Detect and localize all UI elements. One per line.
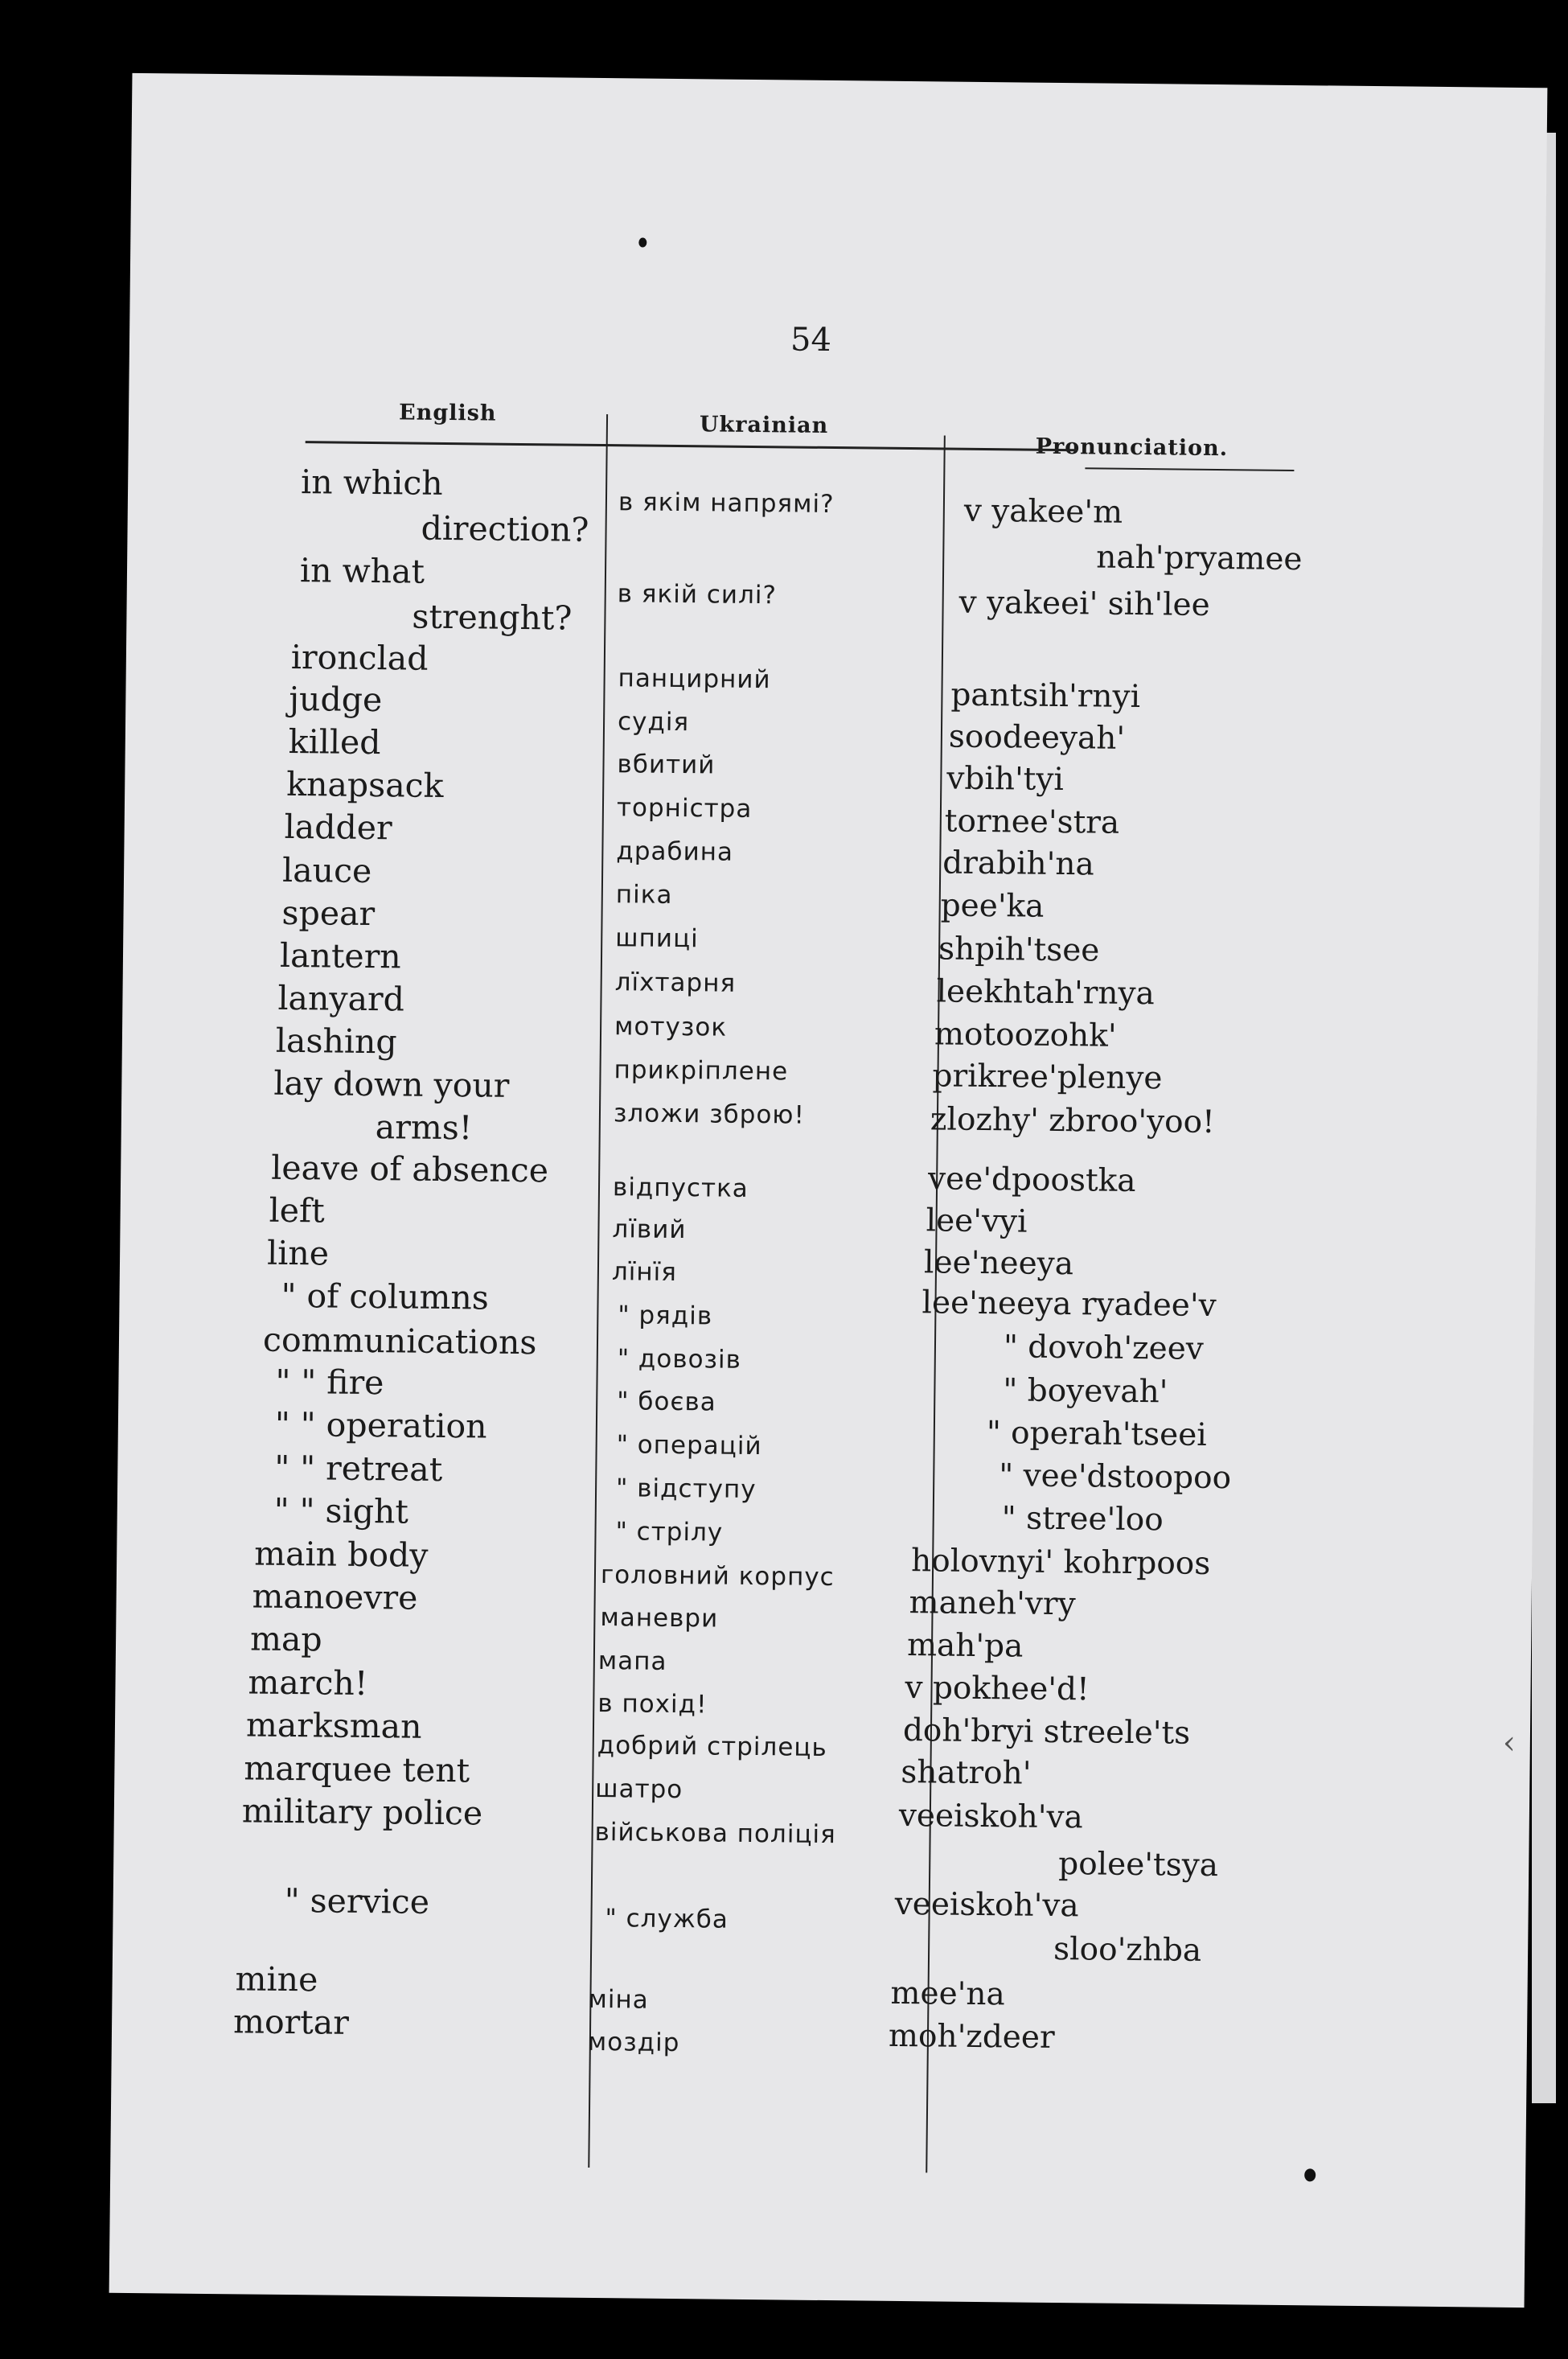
entry-english: lanyard bbox=[277, 978, 405, 1019]
entry-english: in which bbox=[300, 462, 443, 503]
entry-ukrainian: військова поліція bbox=[594, 1818, 836, 1850]
entry-pronunciation: lee'neeya ryadee'v bbox=[922, 1284, 1217, 1325]
entry-pronunciation: vee'dpoostka bbox=[927, 1161, 1136, 1200]
entry-pronunciation: lee'vyi bbox=[926, 1202, 1028, 1240]
entry-ukrainian: головний корпус bbox=[600, 1560, 835, 1593]
entry-english: marquee tent bbox=[244, 1749, 470, 1790]
entry-pronunciation: v yakee'm bbox=[963, 492, 1123, 531]
entry-ukrainian: мотузок bbox=[614, 1012, 728, 1042]
entry-pronunciation: drabih'na bbox=[942, 845, 1095, 883]
entry-pronunciation: " boyevah' bbox=[1003, 1372, 1168, 1411]
entry-pronunciation: " vee'dstoopoo bbox=[999, 1457, 1232, 1497]
entry-english: line bbox=[266, 1233, 330, 1273]
entry-pronunciation: doh'bryi streele'ts bbox=[902, 1712, 1191, 1752]
entry-ukrainian: " боєва bbox=[617, 1387, 716, 1417]
scanned-page bbox=[109, 73, 1548, 2308]
entry-pronunciation: shpih'tsee bbox=[938, 931, 1100, 969]
entry-pronunciation: mee'na bbox=[890, 1975, 1006, 2013]
entry-pronunciation: polee'tsya bbox=[1058, 1846, 1219, 1884]
entry-english: mortar bbox=[232, 2002, 350, 2042]
entry-english: " " fire bbox=[275, 1362, 384, 1403]
entry-english: knapsack bbox=[286, 764, 444, 805]
entry-ukrainian: піка bbox=[615, 880, 673, 910]
entry-pronunciation: pee'ka bbox=[940, 887, 1045, 925]
entry-english: lay down your bbox=[273, 1063, 510, 1105]
entry-pronunciation: mah'pa bbox=[906, 1627, 1024, 1665]
entry-pronunciation: v yakeei' sih'lee bbox=[958, 584, 1210, 623]
entry-pronunciation: zlozhy' zbroo'yoo! bbox=[930, 1101, 1215, 1141]
entry-ukrainian: мапа bbox=[597, 1646, 667, 1676]
entry-pronunciation: veeiskoh'va bbox=[898, 1797, 1084, 1836]
entry-ukrainian: " стрілу bbox=[615, 1517, 724, 1547]
header-pronunciation: Pronunciation. bbox=[1035, 434, 1229, 462]
entry-english: mine bbox=[235, 1959, 318, 1999]
entry-pronunciation: lee'neeya bbox=[923, 1244, 1074, 1283]
entry-ukrainian: добрий стрілець bbox=[597, 1731, 827, 1763]
entry-english: direction? bbox=[421, 508, 589, 549]
entry-ukrainian: " рядів bbox=[618, 1301, 713, 1331]
entry-ukrainian: лїнїя bbox=[611, 1257, 678, 1288]
entry-english: killed bbox=[288, 721, 381, 762]
entry-english: strenght? bbox=[412, 597, 573, 638]
entry-pronunciation: pantsih'rnyi bbox=[950, 676, 1141, 716]
entry-english: left bbox=[269, 1190, 325, 1231]
entry-pronunciation: " dovoh'zeev bbox=[1003, 1329, 1205, 1367]
entry-ukrainian: вбитий bbox=[617, 750, 716, 780]
entry-ukrainian: " служба bbox=[605, 1904, 729, 1934]
entry-english: spear bbox=[281, 893, 376, 934]
entry-english: marksman bbox=[245, 1705, 422, 1746]
entry-ukrainian: шпиці bbox=[615, 923, 699, 954]
entry-english: lantern bbox=[279, 935, 401, 976]
entry-english: " " operation bbox=[274, 1404, 487, 1446]
entry-pronunciation: tornee'stra bbox=[944, 803, 1120, 841]
entry-english: ironclad bbox=[290, 637, 429, 678]
entry-pronunciation: moh'zdeer bbox=[888, 2017, 1055, 2057]
ink-speck bbox=[1304, 2168, 1316, 2181]
entry-pronunciation: v pokhee'd! bbox=[905, 1670, 1090, 1708]
entry-english: march! bbox=[248, 1662, 368, 1703]
entry-english: in what bbox=[299, 551, 425, 591]
entry-english: arms! bbox=[375, 1108, 473, 1148]
entry-pronunciation: motoozohk' bbox=[934, 1016, 1117, 1054]
entry-ukrainian: відпустка bbox=[612, 1173, 749, 1203]
header-english: English bbox=[398, 400, 497, 426]
header-ukrainian: Ukrainian bbox=[699, 412, 829, 438]
entry-english: " of columns bbox=[281, 1276, 490, 1317]
entry-english: main body bbox=[253, 1534, 429, 1575]
entry-english: manoevre bbox=[252, 1576, 418, 1617]
entry-ukrainian: лївий bbox=[612, 1214, 687, 1245]
entry-pronunciation: " stree'loo bbox=[1001, 1500, 1164, 1539]
entry-ukrainian: лїхтарня bbox=[614, 968, 737, 998]
entry-ukrainian: " довозів bbox=[617, 1344, 742, 1375]
entry-english: map bbox=[249, 1619, 322, 1659]
entry-ukrainian: панцирний bbox=[618, 664, 771, 695]
entry-pronunciation: soodeeyah' bbox=[948, 718, 1126, 757]
entry-pronunciation: vbih'tyi bbox=[946, 760, 1065, 799]
entry-pronunciation: " operah'tseei bbox=[986, 1415, 1207, 1453]
page-number: 54 bbox=[790, 321, 832, 359]
header-rule bbox=[306, 441, 1077, 451]
entry-ukrainian: в якім напрямі? bbox=[618, 487, 835, 520]
entry-pronunciation: leekhtah'rnya bbox=[936, 973, 1155, 1013]
entry-ukrainian: шатро bbox=[595, 1774, 683, 1805]
entry-english: lauce bbox=[281, 850, 372, 891]
entry-english: communications bbox=[262, 1320, 537, 1362]
entry-ukrainian: зложи зброю! bbox=[613, 1099, 806, 1130]
entry-ukrainian: прикріплене bbox=[614, 1055, 789, 1087]
entry-pronunciation: nah'pryamee bbox=[1096, 539, 1303, 578]
entry-ukrainian: драбина bbox=[616, 836, 734, 867]
entry-english: " " sight bbox=[273, 1490, 409, 1531]
entry-english: " " retreat bbox=[274, 1448, 443, 1489]
entry-english: leave of absence bbox=[271, 1148, 549, 1190]
ink-speck bbox=[638, 237, 646, 247]
entry-english: lashing bbox=[275, 1021, 397, 1062]
entry-pronunciation: holovnyi' kohrpoos bbox=[910, 1543, 1211, 1583]
entry-ukrainian: торністра bbox=[616, 793, 753, 824]
entry-ukrainian: маневри bbox=[600, 1603, 719, 1634]
entry-english: " service bbox=[284, 1880, 430, 1921]
margin-mark: ‹ bbox=[1502, 1724, 1517, 1761]
entry-english: ladder bbox=[284, 807, 392, 848]
entry-pronunciation: shatroh' bbox=[901, 1753, 1032, 1792]
entry-ukrainian: судія bbox=[617, 707, 690, 738]
entry-ukrainian: в похід! bbox=[597, 1689, 708, 1720]
entry-ukrainian: в якій силі? bbox=[617, 579, 778, 610]
entry-pronunciation: veeiskoh'va bbox=[894, 1885, 1079, 1925]
entry-ukrainian: " операцій bbox=[616, 1430, 762, 1461]
header-rule-right bbox=[1085, 467, 1294, 471]
entry-ukrainian: міна bbox=[588, 1984, 649, 2015]
entry-pronunciation: sloo'zhba bbox=[1053, 1930, 1202, 1969]
entry-pronunciation: maneh'vry bbox=[909, 1584, 1076, 1623]
entry-ukrainian: " відступу bbox=[615, 1473, 757, 1505]
entry-ukrainian: моздір bbox=[587, 2027, 680, 2058]
entry-english: judge bbox=[289, 679, 383, 720]
entry-pronunciation: prikree'plenye bbox=[932, 1058, 1163, 1097]
entry-english: military police bbox=[241, 1791, 483, 1833]
